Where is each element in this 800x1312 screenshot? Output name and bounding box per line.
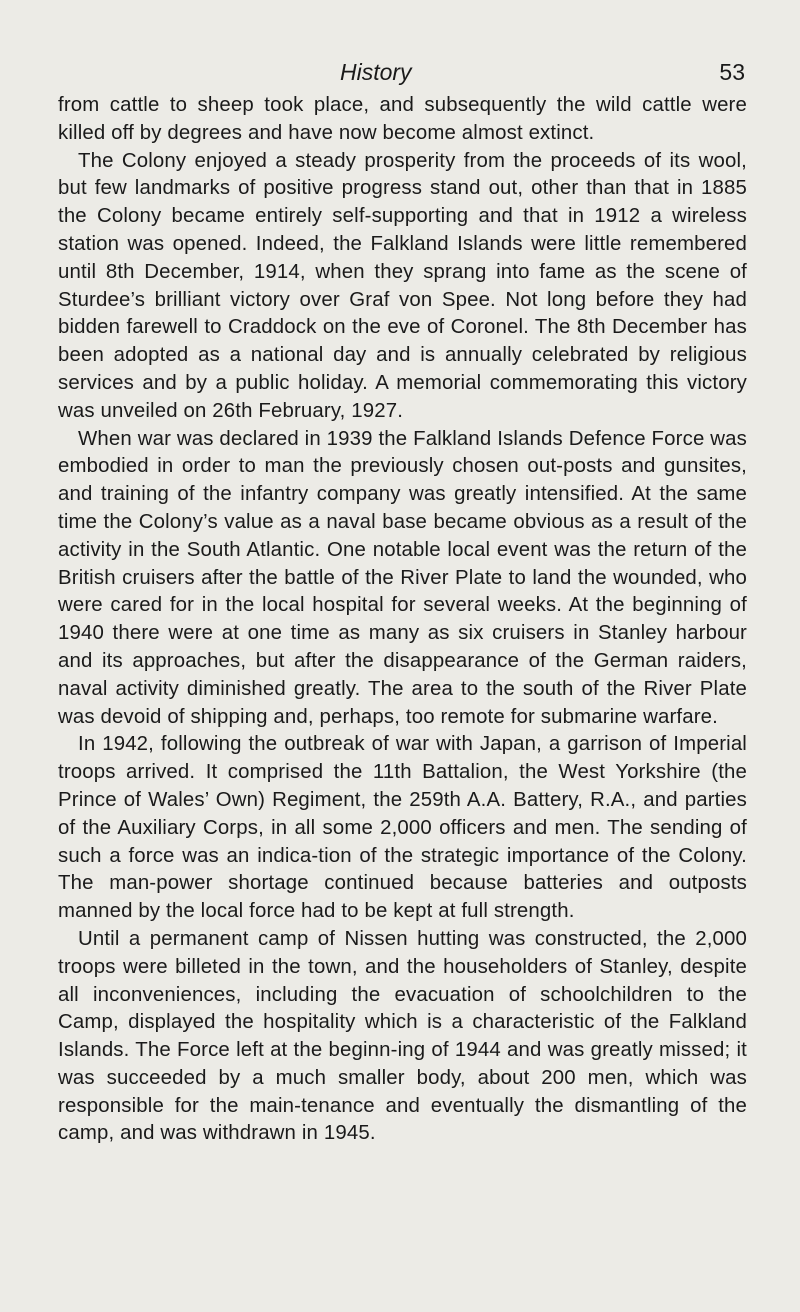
running-title: History [340, 59, 412, 85]
running-head [0, 54, 800, 90]
paragraph-continuation: from cattle to sheep took place, and subsequently the wild cattle were killed off by degrees and have now become almost extinct. [58, 94, 747, 144]
paragraph-colony-prosperity: The Colony enjoyed a steady prosperity from the proceeds of its wool, but few landmarks of positive progress stand out, other than that in 1885 the Colony became entirely self-supporting and that in 1912 a wireless station was opened. Indeed, the Falkland Islands were little remembered until 8th December, 1914, when they sprang into fame as the scene of Sturdee’s brilliant victory over Graf von Spee. Not long before they had bidden farewell to Craddock on the eve of Coronel. The 8th December has been adopted as a national day and is annually celebrated by religious services and by a public holiday. A memorial commemorating this victory was unveiled on 26th February, 1927. [58, 149, 747, 422]
paragraph-garrison-1942: In 1942, following the outbreak of war with Japan, a garrison of Imperial troops arrived. It comprised the 11th Battalion, the West Yorkshire (the Prince of Wales’ Own) Regiment, the 259th A.A. Battery, R.A., and parties of the Auxiliary Corps, in all some 2,000 officers and men. The sending of such a force was an indica-tion of the strategic importance of the Colony. The man-power shortage continued because batteries and outposts manned by the local force had to be kept at full strength. [58, 733, 747, 923]
body-text [58, 92, 747, 1148]
page-number: 53 [719, 59, 745, 85]
paragraph-war-1939: When war was declared in 1939 the Falkland Islands Defence Force was embodied in order to man the previously chosen out-posts and gunsites, and training of the infantry company was greatly intensified. At the same time the Colony’s value as a naval base became obvious as a result of the activity in the South Atlantic. One notable local event was the return of the British cruisers after the battle of the River Plate to land the wounded, who were cared for in the local hospital for several weeks. At the beginning of 1940 there were at one time as many as six cruisers in Stanley harbour and its approaches, but after the disappearance of the German raiders, naval activity diminished greatly. The area to the south of the River Plate was devoid of shipping and, perhaps, too remote for submarine warfare. [58, 427, 747, 728]
paragraph-nissen-camp: Until a permanent camp of Nissen hutting was constructed, the 2,000 troops were billeted in the town, and the householders of Stanley, despite all inconveniences, including the evacuation of schoolchildren to the Camp, displayed the hospitality which is a characteristic of the Falkland Islands. The Force left at the beginn-ing of 1944 and was greatly missed; it was succeeded by a much smaller body, about 200 men, which was responsible for the main-tenance and eventually the dismantling of the camp, and was withdrawn in 1945. [58, 927, 747, 1145]
